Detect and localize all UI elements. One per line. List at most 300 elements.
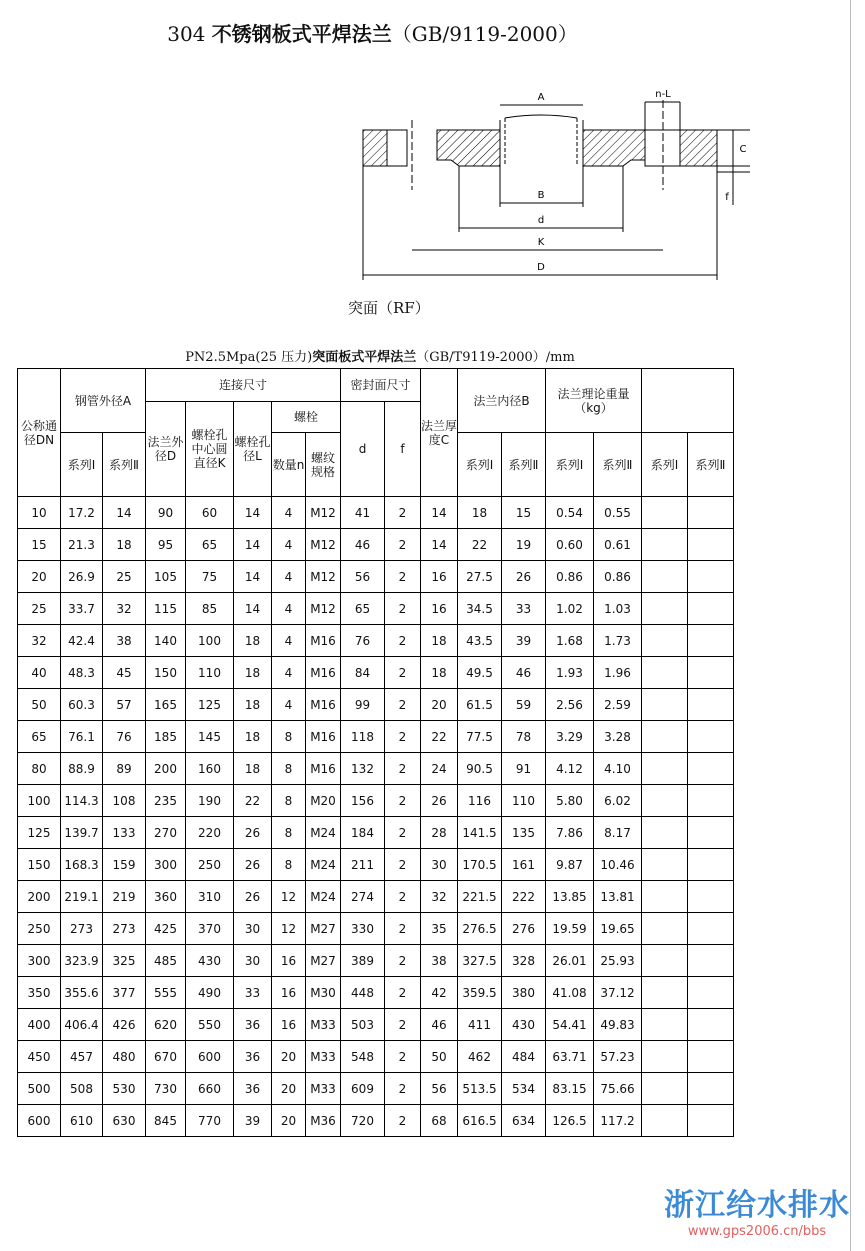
table-cell: 22: [458, 529, 502, 561]
title-standard: （GB/9119-2000）: [391, 22, 578, 46]
table-cell: 139.7: [61, 817, 103, 849]
table-cell: 33: [234, 977, 272, 1009]
label-nL: n-L: [655, 89, 671, 100]
table-cell: 68: [421, 1105, 458, 1137]
table-cell: 300: [146, 849, 186, 881]
table-cell: 250: [186, 849, 234, 881]
table-cell: 0.86: [594, 561, 642, 593]
table-cell: 32: [18, 625, 61, 657]
table-cell: 273: [103, 913, 146, 945]
table-cell: 78: [502, 721, 546, 753]
header-bore-s2: 系列Ⅱ: [502, 433, 546, 497]
table-cell: 42: [421, 977, 458, 1009]
table-cell: M16: [306, 721, 341, 753]
table-cell: 8.17: [594, 817, 642, 849]
table-cell: 36: [234, 1073, 272, 1105]
header-thread: 螺纹规格: [306, 433, 341, 497]
header-f: f: [385, 402, 421, 497]
header-weight-s1: 系列Ⅰ: [546, 433, 594, 497]
table-cell-empty: [688, 977, 734, 1009]
table-cell: 555: [146, 977, 186, 1009]
table-cell: 46: [341, 529, 385, 561]
table-cell: 250: [18, 913, 61, 945]
table-cell: 14: [234, 529, 272, 561]
table-cell: 25: [103, 561, 146, 593]
table-cell: 2: [385, 1105, 421, 1137]
table-cell: 448: [341, 977, 385, 1009]
table-cell: 90.5: [458, 753, 502, 785]
table-cell: 117.2: [594, 1105, 642, 1137]
table-cell: 39: [502, 625, 546, 657]
table-cell: 39: [234, 1105, 272, 1137]
table-cell: 135: [502, 817, 546, 849]
table-cell: 150: [18, 849, 61, 881]
table-cell: 222: [502, 881, 546, 913]
table-cell-empty: [642, 785, 688, 817]
table-cell: 30: [234, 945, 272, 977]
table-cell: 4: [272, 625, 306, 657]
table-cell: 24: [421, 753, 458, 785]
header-flange-od: 法兰外径D: [146, 402, 186, 497]
label-K: K: [537, 237, 545, 248]
table-cell: 3.29: [546, 721, 594, 753]
table-cell: 355.6: [61, 977, 103, 1009]
table-cell: 273: [61, 913, 103, 945]
table-title: [0, 346, 760, 365]
table-cell: 56: [421, 1073, 458, 1105]
table-cell: 125: [18, 817, 61, 849]
table-cell: 8: [272, 849, 306, 881]
header-bore-s1: 系列Ⅰ: [458, 433, 502, 497]
table-cell: 8: [272, 785, 306, 817]
table-cell: 26: [502, 561, 546, 593]
table-cell: 30: [421, 849, 458, 881]
table-cell: 190: [186, 785, 234, 817]
table-cell: 76: [341, 625, 385, 657]
table-cell: 26.01: [546, 945, 594, 977]
table-cell-empty: [688, 1041, 734, 1073]
table-cell: 17.2: [61, 497, 103, 529]
table-cell-empty: [688, 721, 734, 753]
table-cell: 14: [421, 497, 458, 529]
page-edge-line: [850, 0, 851, 1251]
table-cell: 110: [502, 785, 546, 817]
table-cell: 61.5: [458, 689, 502, 721]
table-cell: 4: [272, 529, 306, 561]
table-cell: 56: [341, 561, 385, 593]
table-cell: 513.5: [458, 1073, 502, 1105]
table-cell: 1.03: [594, 593, 642, 625]
table-cell: 620: [146, 1009, 186, 1041]
table-cell: 32: [103, 593, 146, 625]
table-cell: 380: [502, 977, 546, 1009]
table-cell: M16: [306, 753, 341, 785]
label-d: d: [537, 215, 545, 226]
table-cell: 114.3: [61, 785, 103, 817]
table-cell: 21.3: [61, 529, 103, 561]
table-cell: 46: [502, 657, 546, 689]
table-cell: 219: [103, 881, 146, 913]
table-cell: 49.5: [458, 657, 502, 689]
table-cell: 0.86: [546, 561, 594, 593]
table-cell: 2: [385, 721, 421, 753]
table-cell: 2: [385, 529, 421, 561]
table-cell: 14: [103, 497, 146, 529]
header-extra: [642, 369, 734, 433]
table-cell: 132: [341, 753, 385, 785]
table-cell: 161: [502, 849, 546, 881]
title-prefix: 304: [167, 22, 206, 46]
table-cell: M24: [306, 849, 341, 881]
table-cell: 1.93: [546, 657, 594, 689]
table-cell: 15: [502, 497, 546, 529]
table-cell: 16: [272, 977, 306, 1009]
table-cell: M16: [306, 689, 341, 721]
table-cell: 140: [146, 625, 186, 657]
table-cell: 133: [103, 817, 146, 849]
table-cell: 221.5: [458, 881, 502, 913]
table-cell-empty: [688, 1073, 734, 1105]
table-cell: 76: [103, 721, 146, 753]
table-cell: 14: [234, 561, 272, 593]
table-cell-empty: [688, 753, 734, 785]
table-cell: 2: [385, 497, 421, 529]
table-cell: 770: [186, 1105, 234, 1137]
table-row: [18, 1009, 734, 1041]
table-cell: 406.4: [61, 1009, 103, 1041]
header-qty: 数量n: [272, 433, 306, 497]
table-cell: 530: [103, 1073, 146, 1105]
table-cell: 18: [421, 657, 458, 689]
header-weight-s2: 系列Ⅱ: [594, 433, 642, 497]
table-cell: 49.83: [594, 1009, 642, 1041]
table-cell: M33: [306, 1073, 341, 1105]
table-cell: 57.23: [594, 1041, 642, 1073]
header-pipe-s1: 系列Ⅰ: [61, 433, 103, 497]
table-cell: 88.9: [61, 753, 103, 785]
table-cell-empty: [688, 881, 734, 913]
table-cell: 2: [385, 753, 421, 785]
table-cell: 50: [421, 1041, 458, 1073]
table-cell: 20: [272, 1073, 306, 1105]
table-cell: 59: [502, 689, 546, 721]
table-row: [18, 849, 734, 881]
table-cell: 508: [61, 1073, 103, 1105]
table-cell: 220: [186, 817, 234, 849]
table-cell: 30: [234, 913, 272, 945]
table-cell: 600: [186, 1041, 234, 1073]
table-cell-empty: [688, 561, 734, 593]
table-cell: 660: [186, 1073, 234, 1105]
table-row: [18, 1041, 734, 1073]
table-cell: 325: [103, 945, 146, 977]
table-cell: 235: [146, 785, 186, 817]
table-cell: 14: [421, 529, 458, 561]
table-row: [18, 945, 734, 977]
watermark: [657, 1180, 857, 1239]
table-cell: 156: [341, 785, 385, 817]
header-bolt: 螺栓: [272, 402, 341, 433]
table-cell-empty: [642, 625, 688, 657]
table-cell: 125: [186, 689, 234, 721]
table-cell: 99: [341, 689, 385, 721]
table-cell: 65: [341, 593, 385, 625]
table-cell: 18: [234, 753, 272, 785]
table-cell: 4: [272, 689, 306, 721]
table-cell: M36: [306, 1105, 341, 1137]
label-C: C: [739, 144, 747, 155]
table-cell: 165: [146, 689, 186, 721]
table-cell: M12: [306, 529, 341, 561]
table-cell: 41.08: [546, 977, 594, 1009]
table-cell: 610: [61, 1105, 103, 1137]
table-cell: M24: [306, 881, 341, 913]
table-cell: 450: [18, 1041, 61, 1073]
table-cell: 1.96: [594, 657, 642, 689]
header-dn: 公称通径DN: [18, 369, 61, 497]
table-cell: 457: [61, 1041, 103, 1073]
table-cell: 18: [234, 657, 272, 689]
flange-drawing: [355, 80, 775, 295]
table-cell: 18: [234, 721, 272, 753]
table-cell: 400: [18, 1009, 61, 1041]
table-cell: 2: [385, 1073, 421, 1105]
table-cell: 2: [385, 977, 421, 1009]
watermark-name: 浙江给水排水: [664, 1188, 850, 1223]
table-cell: M27: [306, 945, 341, 977]
table-cell: 60: [186, 497, 234, 529]
table-cell: 219.1: [61, 881, 103, 913]
header-weight: 法兰理论重量（kg）: [546, 369, 642, 433]
label-f: f: [725, 192, 729, 203]
table-cell: 33: [502, 593, 546, 625]
table-cell: 8: [272, 753, 306, 785]
table-cell: 328: [502, 945, 546, 977]
table-cell-empty: [688, 913, 734, 945]
table-cell: 330: [341, 913, 385, 945]
table-cell: 26: [234, 849, 272, 881]
table-cell: 33.7: [61, 593, 103, 625]
table-cell: 4: [272, 657, 306, 689]
table-cell: 430: [186, 945, 234, 977]
table-cell-empty: [642, 817, 688, 849]
table-cell: 270: [146, 817, 186, 849]
table-cell: 2: [385, 785, 421, 817]
table-cell-empty: [642, 497, 688, 529]
table-cell: 430: [502, 1009, 546, 1041]
table-cell: 0.55: [594, 497, 642, 529]
table-cell: 323.9: [61, 945, 103, 977]
title-main: 不锈钢板式平焊法兰: [211, 22, 392, 46]
header-pipe-od: 钢管外径A: [61, 369, 146, 433]
table-cell: 83.15: [546, 1073, 594, 1105]
table-cell: 85: [186, 593, 234, 625]
table-cell: 25: [18, 593, 61, 625]
table-cell: 4.10: [594, 753, 642, 785]
table-row: [18, 817, 734, 849]
table-cell: 36: [234, 1041, 272, 1073]
table-cell: 50: [18, 689, 61, 721]
table-cell: 26: [234, 881, 272, 913]
table-cell: 18: [458, 497, 502, 529]
table-cell: 90: [146, 497, 186, 529]
table-cell: 730: [146, 1073, 186, 1105]
table-cell: 359.5: [458, 977, 502, 1009]
table-cell: 490: [186, 977, 234, 1009]
table-cell: 25.93: [594, 945, 642, 977]
header-bolt-hole: 螺栓孔径L: [234, 402, 272, 497]
table-title-suffix: （GB/T9119-2000）/mm: [416, 350, 575, 365]
table-cell: 115: [146, 593, 186, 625]
table-cell: 1.73: [594, 625, 642, 657]
table-cell-empty: [642, 1009, 688, 1041]
table-cell-empty: [642, 977, 688, 1009]
table-cell: 4: [272, 497, 306, 529]
table-cell: 20: [421, 689, 458, 721]
table-cell: 16: [272, 945, 306, 977]
table-cell: 38: [103, 625, 146, 657]
table-cell: 40: [18, 657, 61, 689]
table-cell: 19: [502, 529, 546, 561]
table-cell: 3.28: [594, 721, 642, 753]
table-cell: 2: [385, 1041, 421, 1073]
table-cell: 2: [385, 561, 421, 593]
table-cell: 200: [146, 753, 186, 785]
flange-spec-table: [17, 368, 734, 1137]
table-row: [18, 785, 734, 817]
table-cell: 80: [18, 753, 61, 785]
table-cell-empty: [688, 785, 734, 817]
table-cell: 274: [341, 881, 385, 913]
table-cell-empty: [642, 1073, 688, 1105]
table-cell: 550: [186, 1009, 234, 1041]
table-cell: 609: [341, 1073, 385, 1105]
table-cell: 0.60: [546, 529, 594, 561]
table-cell: 411: [458, 1009, 502, 1041]
table-cell: 91: [502, 753, 546, 785]
table-cell: 38: [421, 945, 458, 977]
table-cell: 485: [146, 945, 186, 977]
table-cell: M12: [306, 497, 341, 529]
table-cell-empty: [688, 1009, 734, 1041]
table-cell-empty: [688, 593, 734, 625]
table-cell: 36: [234, 1009, 272, 1041]
table-cell: 54.41: [546, 1009, 594, 1041]
table-cell: 2: [385, 593, 421, 625]
label-D: D: [537, 262, 545, 273]
table-cell: 145: [186, 721, 234, 753]
table-cell: 41: [341, 497, 385, 529]
table-cell: 720: [341, 1105, 385, 1137]
table-cell: 16: [272, 1009, 306, 1041]
table-cell: 116: [458, 785, 502, 817]
table-cell: 141.5: [458, 817, 502, 849]
table-cell: M12: [306, 593, 341, 625]
table-cell: 2: [385, 913, 421, 945]
table-cell: M20: [306, 785, 341, 817]
table-cell: 45: [103, 657, 146, 689]
table-cell: 15: [18, 529, 61, 561]
table-cell: 2: [385, 689, 421, 721]
table-cell: 170.5: [458, 849, 502, 881]
table-cell: 377: [103, 977, 146, 1009]
table-cell-empty: [642, 881, 688, 913]
table-cell: 84: [341, 657, 385, 689]
table-cell: 500: [18, 1073, 61, 1105]
table-cell: 32: [421, 881, 458, 913]
table-cell: 16: [421, 561, 458, 593]
table-cell: 18: [421, 625, 458, 657]
table-row: [18, 593, 734, 625]
table-cell: 22: [421, 721, 458, 753]
table-cell: 5.80: [546, 785, 594, 817]
table-cell: 43.5: [458, 625, 502, 657]
table-cell: 46: [421, 1009, 458, 1041]
table-cell: 276.5: [458, 913, 502, 945]
table-cell: 300: [18, 945, 61, 977]
table-cell: 211: [341, 849, 385, 881]
table-cell: 27.5: [458, 561, 502, 593]
table-cell: 4.12: [546, 753, 594, 785]
table-cell: 310: [186, 881, 234, 913]
table-cell: 22: [234, 785, 272, 817]
table-cell: 28: [421, 817, 458, 849]
table-cell: 160: [186, 753, 234, 785]
table-cell: 2: [385, 657, 421, 689]
table-cell: 370: [186, 913, 234, 945]
table-cell: 37.12: [594, 977, 642, 1009]
table-cell: 150: [146, 657, 186, 689]
table-cell: M12: [306, 561, 341, 593]
table-cell: 19.59: [546, 913, 594, 945]
table-cell: 184: [341, 817, 385, 849]
header-thickness: 法兰厚度C: [421, 369, 458, 497]
header-d: d: [341, 402, 385, 497]
table-cell: 77.5: [458, 721, 502, 753]
table-cell: 426: [103, 1009, 146, 1041]
table-cell: 100: [186, 625, 234, 657]
table-cell: 2: [385, 849, 421, 881]
table-cell-empty: [688, 849, 734, 881]
header-seal: 密封面尺寸: [341, 369, 421, 402]
table-cell-empty: [688, 497, 734, 529]
table-cell-empty: [688, 945, 734, 977]
table-cell: 9.87: [546, 849, 594, 881]
table-cell: 2.56: [546, 689, 594, 721]
table-cell-empty: [642, 913, 688, 945]
table-cell-empty: [688, 529, 734, 561]
table-cell: 0.61: [594, 529, 642, 561]
table-row: [18, 657, 734, 689]
table-cell: 2: [385, 945, 421, 977]
table-cell: 18: [234, 625, 272, 657]
table-cell: 118: [341, 721, 385, 753]
table-cell: 20: [272, 1041, 306, 1073]
table-cell: 670: [146, 1041, 186, 1073]
table-cell: 534: [502, 1073, 546, 1105]
table-cell: 600: [18, 1105, 61, 1137]
table-cell: M33: [306, 1009, 341, 1041]
table-cell: 19.65: [594, 913, 642, 945]
header-bolt-circle: 螺栓孔中心圆直径K: [186, 402, 234, 497]
table-cell: 95: [146, 529, 186, 561]
table-cell: 65: [18, 721, 61, 753]
table-cell: 8: [272, 817, 306, 849]
table-cell: 2: [385, 881, 421, 913]
table-cell: 168.3: [61, 849, 103, 881]
table-cell-empty: [642, 657, 688, 689]
header-connection: 连接尺寸: [146, 369, 341, 402]
